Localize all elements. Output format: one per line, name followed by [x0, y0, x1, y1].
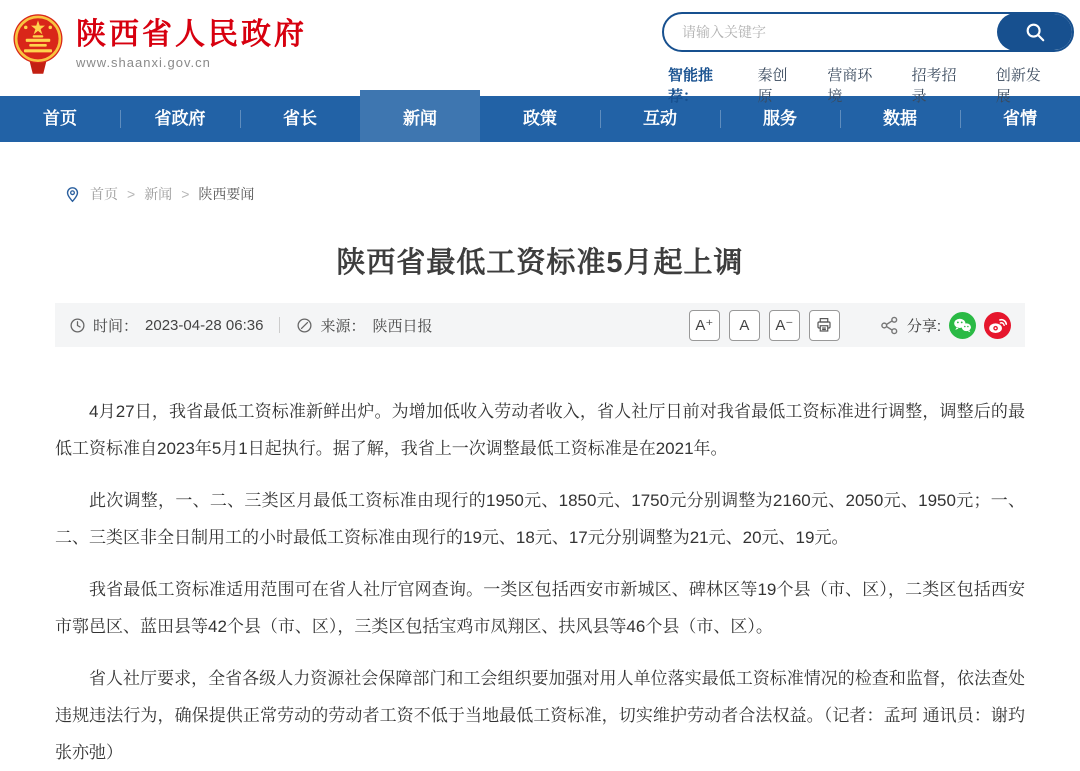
recommend-link-recruitment[interactable]: 招考招录: [911, 67, 957, 105]
nav-item-services[interactable]: 服务: [720, 96, 840, 142]
article-paragraph: 4月27日，我省最低工资标准新鲜出炉。为增加低收入劳动者收入，省人社厅日前对我省最低工资标准进行调整，调整后的最低工资标准自2023年5月1日起执行。据了解，我省上一次调整最低工资标准是在2021年。: [55, 402, 1025, 458]
site-url: www.shaanxi.gov.cn: [76, 54, 211, 70]
article-paragraph: 省人社厅要求，全省各级人力资源社会保障部门和工会组织要加强对用人单位落实最低工资标准情况的检查和监督，依法查处违规违法行为，确保提供正常劳动的劳动者工资不低于当地最低工资标准，切实维护劳动者合法权益。（记者：孟珂 通讯员：谢玓 张亦弛）: [55, 669, 1025, 762]
site-header: [0, 0, 1080, 105]
font-increase-button[interactable]: A⁺: [689, 310, 720, 341]
article-meta-bar: [55, 303, 1025, 347]
meta-toolbar: [680, 310, 1011, 341]
recommend-link-business-env[interactable]: 营商环境: [827, 67, 873, 105]
printer-icon: [815, 316, 833, 334]
share-label: 分享:: [906, 317, 941, 335]
clock-icon: [69, 317, 86, 334]
share-network-icon: [880, 316, 899, 335]
source-value: 陕西日报: [372, 317, 433, 335]
site-name: 陕西省人民政府: [76, 18, 307, 52]
breadcrumb-separator: >: [127, 186, 136, 202]
source-label: 来源：: [320, 317, 366, 335]
article-body: [55, 393, 1025, 771]
recommend-link-innovation[interactable]: 创新发展: [995, 67, 1041, 105]
font-decrease-button[interactable]: A⁻: [769, 310, 800, 341]
breadcrumb-current: 陕西要闻: [198, 186, 255, 202]
site-identity: [76, 18, 307, 70]
nav-item-governor[interactable]: 省长: [240, 96, 360, 142]
article-paragraph: 我省最低工资标准适用范围可在省人社厅官网查询。一类区包括西安市新城区、碑林区等19个县（市、区），二类区包括西安市鄠邑区、蓝田县等42个县（市、区），三类区包括宝鸡市凤翔区、扶风县等46个县（市、区）。: [55, 580, 1025, 636]
breadcrumb-separator: >: [181, 186, 190, 202]
meta-divider: [279, 317, 280, 333]
nav-item-provincial-gov[interactable]: 省政府: [120, 96, 240, 142]
recommend-label: 智能推荐：: [668, 67, 714, 105]
article-title: 陕西省最低工资标准5月起上调: [336, 247, 744, 279]
nav-item-province-info[interactable]: 省情: [960, 96, 1080, 142]
nav-item-news[interactable]: 新闻: [360, 90, 480, 142]
nav-item-data[interactable]: 数据: [840, 96, 960, 142]
article-paragraph: 此次调整，一、二、三类区月最低工资标准由现行的1950元、1850元、1750元分别调整为2160元、2050元、1950元；一、二、三类区非全日制用工的小时最低工资标准由现行的19元、18元、17元分别调整为21元、20元、19元。: [55, 491, 1025, 547]
search-icon: [1024, 21, 1046, 43]
search-input[interactable]: [664, 14, 994, 50]
print-button[interactable]: [809, 310, 840, 341]
search-bar: [662, 12, 1074, 52]
nav-item-policy[interactable]: 政策: [523, 109, 557, 128]
national-emblem-icon: [10, 12, 66, 76]
time-label: 时间：: [93, 317, 139, 335]
recommend-link-qinchuangyuan[interactable]: 秦创原: [757, 67, 788, 105]
site-logo[interactable]: [10, 12, 307, 76]
breadcrumb-news[interactable]: 新闻: [144, 186, 173, 202]
location-pin-icon: [64, 186, 81, 203]
breadcrumb-home[interactable]: 首页: [90, 186, 118, 202]
share-group: [880, 312, 1011, 339]
nav-item-interaction[interactable]: 互动: [600, 96, 720, 142]
source-pen-icon: [296, 317, 313, 334]
font-normal-button[interactable]: A: [729, 310, 760, 341]
main-nav: [0, 96, 1080, 142]
wechat-share-icon[interactable]: [949, 312, 976, 339]
weibo-share-icon[interactable]: [984, 312, 1011, 339]
publish-time: [69, 315, 263, 336]
time-value: 2023-04-28 06:36: [145, 316, 264, 334]
nav-item-home[interactable]: 首页: [43, 109, 77, 128]
breadcrumb: [64, 184, 1080, 204]
search-button[interactable]: [997, 13, 1073, 51]
article-source: [296, 315, 432, 336]
